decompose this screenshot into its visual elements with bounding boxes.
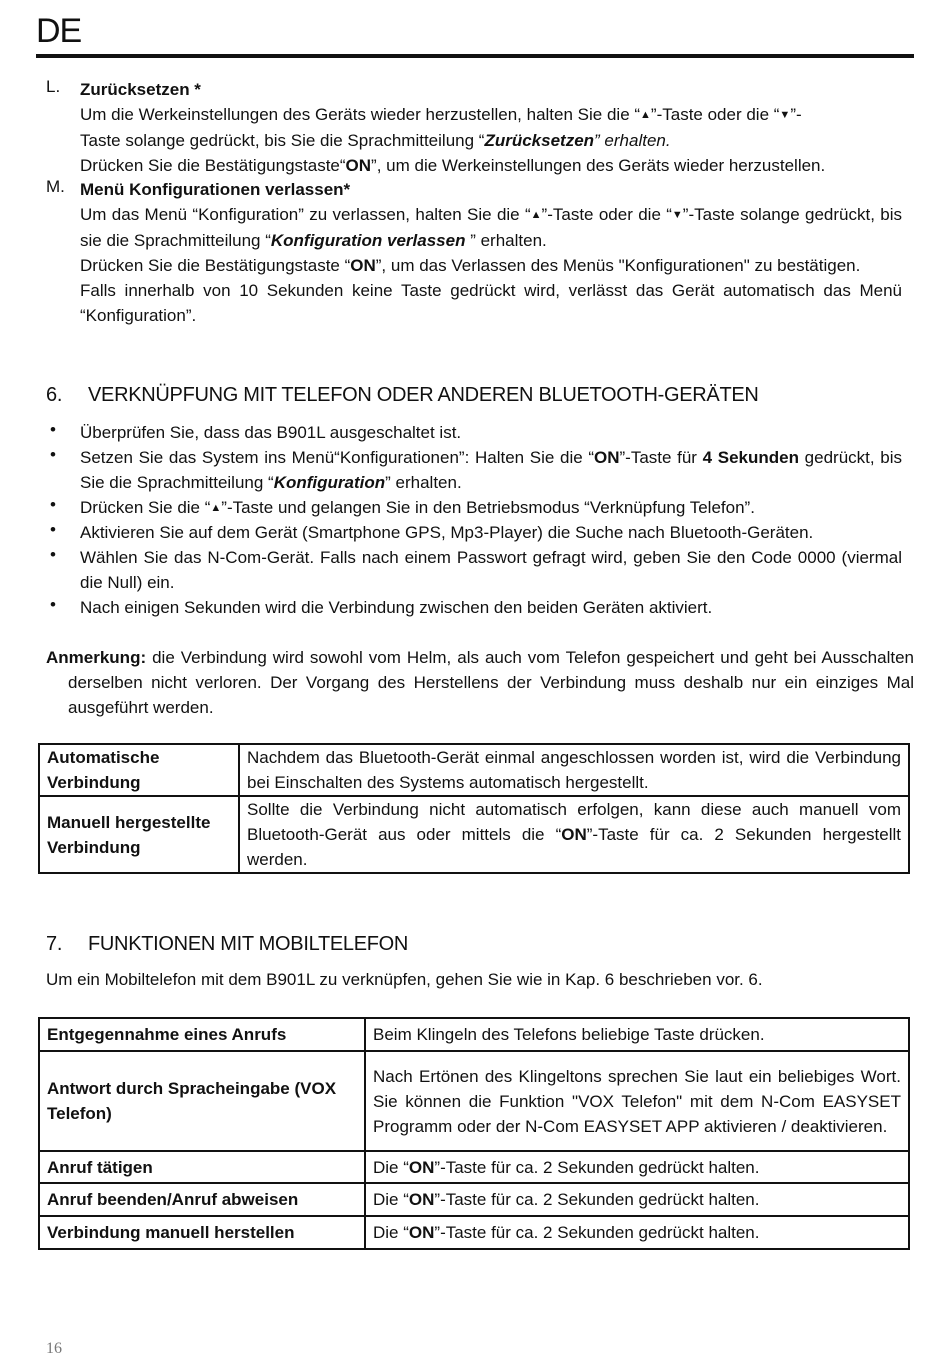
table-row (39, 1018, 909, 1051)
section-l-line1: Um die Werkeinstellungen des Geräts wieder herzustellen, halten Sie die “▲”-Taste oder die “▼”- (80, 102, 902, 128)
table-value: Sollte die Verbindung nicht automatisch erfolgen, kann diese auch manuell vom Bluetooth-Gerät aus oder mittels die “ON”-Taste für ca. 2 Sekunden hergestellt werden. (239, 796, 909, 873)
bullet-dot: • (50, 495, 56, 514)
language-header: DE (36, 12, 82, 50)
section-6-heading: 6. VERKNÜPFUNG MIT TELEFON ODER ANDEREN BLUETOOTH-GERÄTEN (46, 384, 759, 406)
bullet-1: Überprüfen Sie, dass das B901L ausgeschaltet ist. (80, 423, 462, 442)
table-key: Anruf beenden/Anruf abweisen (39, 1183, 365, 1216)
section-m-para1: Um das Menü “Konfiguration” zu verlassen, halten Sie die “▲”-Taste oder die “▼”-Taste solange gedrückt, bis sie die Sprachmitteilung “Konfiguration verlassen ” erhalten. (80, 205, 902, 250)
note-paragraph: Anmerkung: die Verbindung wird sowohl vom Helm, als auch vom Telefon gespeichert und geht bei Ausschalten derselben nicht verloren. Der Vorgang des Herstellens der Verbindung muss deshalb nur ein einziges Mal ausgeführt werden. (46, 648, 914, 717)
connection-table (38, 743, 910, 874)
triangle-up-icon: ▲ (530, 209, 542, 221)
table-key: Antwort durch Spracheingabe (VOX Telefon) (39, 1051, 365, 1151)
note-label: Anmerkung: (46, 648, 147, 667)
bullet-dot: • (50, 445, 56, 464)
bullet-dot: • (50, 595, 56, 614)
section-marker-m: M. (46, 177, 65, 196)
section-m-para3: Falls innerhalb von 10 Sekunden keine Taste gedrückt wird, verlässt das Gerät automatisch das Menü “Konfiguration”. (80, 281, 902, 325)
bullet-5: Wählen Sie das N-Com-Gerät. Falls nach einem Passwort gefragt wird, geben Sie den Code 0000 (viermal die Null) ein. (80, 548, 902, 592)
bullet-2: Setzen Sie das System ins Menü“Konfigurationen”: Halten Sie die “ON”-Taste für 4 Sekunden gedrückt, bis Sie die Sprachmitteilung “Konfiguration” erhalten. (80, 448, 902, 492)
table-key: Manuell hergestellte Verbindung (39, 796, 239, 873)
table-row (39, 1051, 909, 1151)
table-value: Beim Klingeln des Telefons beliebige Taste drücken. (365, 1018, 909, 1051)
triangle-up-icon: ▲ (210, 502, 222, 514)
bullet-3: Drücken Sie die “▲”-Taste und gelangen Sie in den Betriebsmodus “Verknüpfung Telefon”. (80, 495, 902, 521)
section-l (80, 77, 902, 178)
triangle-down-icon: ▼ (671, 209, 683, 221)
triangle-down-icon: ▼ (779, 109, 791, 121)
phone-functions-table (38, 1017, 910, 1250)
table-row (39, 796, 909, 873)
section-l-line3: Drücken Sie die Bestätigungstaste“ON”, um die Werkeinstellungen des Geräts wieder herzustellen. (80, 156, 826, 175)
table-value: Die “ON”-Taste für ca. 2 Sekunden gedrückt halten. (365, 1151, 909, 1183)
section-m-title: Menü Konfigurationen verlassen* (80, 180, 351, 199)
table-row (39, 744, 909, 796)
section-7-intro: Um ein Mobiltelefon mit dem B901L zu verknüpfen, gehen Sie wie in Kap. 6 beschrieben vor. 6. (46, 970, 763, 989)
bullet-dot: • (50, 520, 56, 539)
section-m-para2: Drücken Sie die Bestätigungstaste “ON”, um das Verlassen des Menüs "Konfigurationen" zu bestätigen. (80, 256, 861, 275)
bullet-4: Aktivieren Sie auf dem Gerät (Smartphone GPS, Mp3-Player) die Suche nach Bluetooth-Geräten. (80, 523, 814, 542)
table-row (39, 1216, 909, 1249)
table-row (39, 1183, 909, 1216)
bullet-dot: • (50, 420, 56, 439)
header-rule (36, 54, 914, 58)
bullet-dot: • (50, 545, 56, 564)
table-key: Anruf tätigen (39, 1151, 365, 1183)
page-number: 16 (46, 1340, 62, 1357)
section-l-title: Zurücksetzen * (80, 80, 201, 99)
table-value: Die “ON”-Taste für ca. 2 Sekunden gedrückt halten. (365, 1216, 909, 1249)
table-value: Nachdem das Bluetooth-Gerät einmal angeschlossen worden ist, wird die Verbindung bei Einschalten des Systems automatisch hergestellt. (239, 744, 909, 796)
table-row (39, 1151, 909, 1183)
section-l-line2: Taste solange gedrückt, bis Sie die Sprachmitteilung “Zurücksetzen” erhalten. (80, 131, 671, 150)
table-key: Automatische Verbindung (39, 744, 239, 796)
section-m (80, 177, 902, 328)
section-marker-l: L. (46, 77, 61, 96)
table-key: Verbindung manuell herstellen (39, 1216, 365, 1249)
table-value: Nach Ertönen des Klingeltons sprechen Sie laut ein beliebiges Wort. Sie können die Funktion "VOX Telefon" mit dem N-Com EASYSET Programm oder der N-Com EASYSET APP aktivieren / deaktivieren. (365, 1051, 909, 1151)
bullet-6: Nach einigen Sekunden wird die Verbindung zwischen den beiden Geräten aktiviert. (80, 598, 713, 617)
triangle-up-icon: ▲ (640, 109, 651, 121)
table-value: Die “ON”-Taste für ca. 2 Sekunden gedrückt halten. (365, 1183, 909, 1216)
table-key: Entgegennahme eines Anrufs (39, 1018, 365, 1051)
section-7-heading: 7. FUNKTIONEN MIT MOBILTELEFON (46, 933, 409, 955)
